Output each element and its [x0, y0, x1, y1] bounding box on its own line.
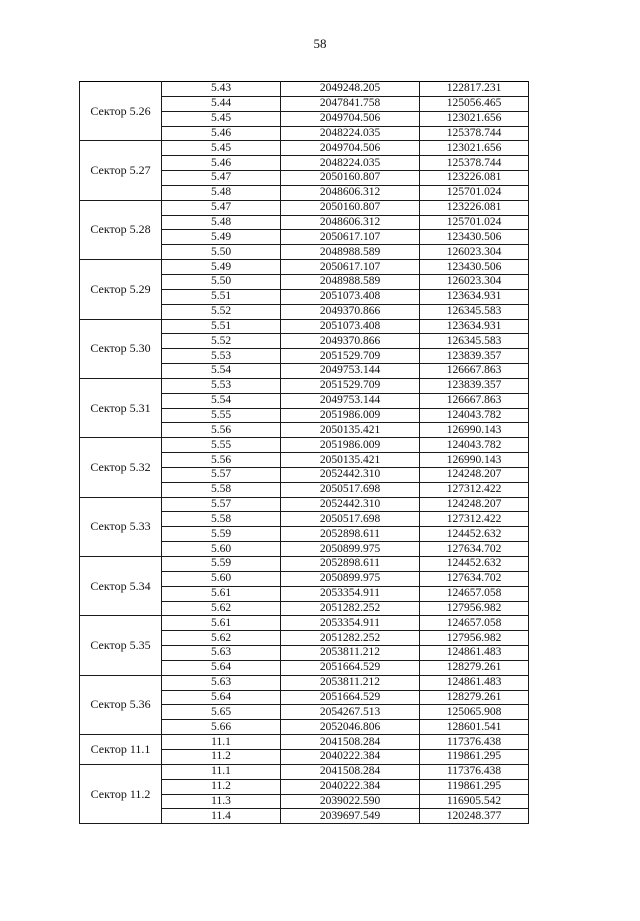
y-coordinate-cell: 127956.982	[420, 601, 529, 616]
y-coordinate-cell: 128279.261	[420, 660, 529, 675]
point-number-cell: 11.2	[162, 749, 281, 764]
x-coordinate-cell: 2047841.758	[281, 96, 420, 111]
y-coordinate-cell: 127634.702	[420, 571, 529, 586]
y-coordinate-cell: 124043.782	[420, 438, 529, 453]
point-number-cell: 5.56	[162, 453, 281, 468]
x-coordinate-cell: 2051073.408	[281, 289, 420, 304]
y-coordinate-cell: 126667.863	[420, 364, 529, 379]
y-coordinate-cell: 116905.542	[420, 794, 529, 809]
point-number-cell: 5.62	[162, 601, 281, 616]
point-number-cell: 5.51	[162, 289, 281, 304]
y-coordinate-cell: 120248.377	[420, 809, 529, 824]
point-number-cell: 5.58	[162, 512, 281, 527]
y-coordinate-cell: 117376.438	[420, 764, 529, 779]
sector-name-cell: Сектор 5.26	[80, 82, 162, 141]
y-coordinate-cell: 127956.982	[420, 631, 529, 646]
y-coordinate-cell: 126990.143	[420, 453, 529, 468]
x-coordinate-cell: 2048988.589	[281, 274, 420, 289]
point-number-cell: 11.2	[162, 779, 281, 794]
y-coordinate-cell: 124861.483	[420, 646, 529, 661]
point-number-cell: 5.48	[162, 185, 281, 200]
y-coordinate-cell: 126667.863	[420, 393, 529, 408]
x-coordinate-cell: 2049370.866	[281, 334, 420, 349]
y-coordinate-cell: 126023.304	[420, 274, 529, 289]
x-coordinate-cell: 2041508.284	[281, 764, 420, 779]
x-coordinate-cell: 2050617.107	[281, 260, 420, 275]
point-number-cell: 5.59	[162, 557, 281, 572]
y-coordinate-cell: 125701.024	[420, 185, 529, 200]
sector-name-cell: Сектор 5.29	[80, 260, 162, 319]
x-coordinate-cell: 2053811.212	[281, 675, 420, 690]
sector-name-cell: Сектор 5.36	[80, 675, 162, 734]
y-coordinate-cell: 125378.744	[420, 126, 529, 141]
table-row	[80, 438, 529, 453]
point-number-cell: 5.44	[162, 96, 281, 111]
table-row	[80, 557, 529, 572]
y-coordinate-cell: 123430.506	[420, 260, 529, 275]
coordinates-table-body	[80, 82, 529, 824]
sector-name-cell: Сектор 11.1	[80, 735, 162, 765]
x-coordinate-cell: 2049753.144	[281, 364, 420, 379]
point-number-cell: 11.4	[162, 809, 281, 824]
point-number-cell: 11.1	[162, 735, 281, 750]
y-coordinate-cell: 123430.506	[420, 230, 529, 245]
point-number-cell: 5.65	[162, 705, 281, 720]
coordinates-table	[79, 81, 529, 824]
x-coordinate-cell: 2051529.709	[281, 378, 420, 393]
y-coordinate-cell: 126345.583	[420, 304, 529, 319]
point-number-cell: 11.1	[162, 764, 281, 779]
y-coordinate-cell: 124043.782	[420, 408, 529, 423]
x-coordinate-cell: 2053354.911	[281, 616, 420, 631]
y-coordinate-cell: 123839.357	[420, 349, 529, 364]
point-number-cell: 5.60	[162, 542, 281, 557]
point-number-cell: 5.61	[162, 616, 281, 631]
y-coordinate-cell: 122817.231	[420, 82, 529, 97]
table-row	[80, 319, 529, 334]
y-coordinate-cell: 128279.261	[420, 690, 529, 705]
point-number-cell: 5.54	[162, 364, 281, 379]
sector-name-cell: Сектор 5.27	[80, 141, 162, 200]
x-coordinate-cell: 2048224.035	[281, 126, 420, 141]
y-coordinate-cell: 124452.632	[420, 527, 529, 542]
y-coordinate-cell: 123021.656	[420, 141, 529, 156]
y-coordinate-cell: 117376.438	[420, 735, 529, 750]
sector-name-cell: Сектор 5.34	[80, 557, 162, 616]
point-number-cell: 5.58	[162, 482, 281, 497]
x-coordinate-cell: 2049704.506	[281, 111, 420, 126]
point-number-cell: 5.47	[162, 200, 281, 215]
x-coordinate-cell: 2040222.384	[281, 749, 420, 764]
point-number-cell: 5.45	[162, 141, 281, 156]
y-coordinate-cell: 119861.295	[420, 749, 529, 764]
x-coordinate-cell: 2051282.252	[281, 601, 420, 616]
x-coordinate-cell: 2048988.589	[281, 245, 420, 260]
point-number-cell: 5.46	[162, 126, 281, 141]
x-coordinate-cell: 2039022.590	[281, 794, 420, 809]
x-coordinate-cell: 2049370.866	[281, 304, 420, 319]
y-coordinate-cell: 125056.465	[420, 96, 529, 111]
sector-name-cell: Сектор 11.2	[80, 764, 162, 823]
x-coordinate-cell: 2050160.807	[281, 200, 420, 215]
x-coordinate-cell: 2049704.506	[281, 141, 420, 156]
x-coordinate-cell: 2039697.549	[281, 809, 420, 824]
y-coordinate-cell: 123226.081	[420, 171, 529, 186]
x-coordinate-cell: 2048606.312	[281, 185, 420, 200]
x-coordinate-cell: 2050135.421	[281, 453, 420, 468]
point-number-cell: 5.61	[162, 586, 281, 601]
point-number-cell: 5.49	[162, 230, 281, 245]
table-row	[80, 616, 529, 631]
table-row	[80, 260, 529, 275]
x-coordinate-cell: 2050899.975	[281, 542, 420, 557]
x-coordinate-cell: 2053811.212	[281, 646, 420, 661]
point-number-cell: 5.52	[162, 334, 281, 349]
y-coordinate-cell: 123226.081	[420, 200, 529, 215]
point-number-cell: 5.56	[162, 423, 281, 438]
y-coordinate-cell: 124452.632	[420, 557, 529, 572]
point-number-cell: 5.63	[162, 675, 281, 690]
x-coordinate-cell: 2052898.611	[281, 557, 420, 572]
x-coordinate-cell: 2051664.529	[281, 690, 420, 705]
y-coordinate-cell: 123021.656	[420, 111, 529, 126]
point-number-cell: 5.55	[162, 408, 281, 423]
sector-name-cell: Сектор 5.35	[80, 616, 162, 675]
y-coordinate-cell: 124248.207	[420, 497, 529, 512]
sector-name-cell: Сектор 5.30	[80, 319, 162, 378]
sector-name-cell: Сектор 5.33	[80, 497, 162, 556]
point-number-cell: 5.51	[162, 319, 281, 334]
x-coordinate-cell: 2054267.513	[281, 705, 420, 720]
table-row	[80, 141, 529, 156]
x-coordinate-cell: 2050517.698	[281, 512, 420, 527]
table-row	[80, 82, 529, 97]
point-number-cell: 5.62	[162, 631, 281, 646]
point-number-cell: 5.47	[162, 171, 281, 186]
x-coordinate-cell: 2049753.144	[281, 393, 420, 408]
x-coordinate-cell: 2051986.009	[281, 438, 420, 453]
x-coordinate-cell: 2050135.421	[281, 423, 420, 438]
y-coordinate-cell: 126990.143	[420, 423, 529, 438]
y-coordinate-cell: 128601.541	[420, 720, 529, 735]
point-number-cell: 5.63	[162, 646, 281, 661]
table-row	[80, 378, 529, 393]
x-coordinate-cell: 2041508.284	[281, 735, 420, 750]
x-coordinate-cell: 2048224.035	[281, 156, 420, 171]
y-coordinate-cell: 126345.583	[420, 334, 529, 349]
point-number-cell: 5.43	[162, 82, 281, 97]
x-coordinate-cell: 2053354.911	[281, 586, 420, 601]
y-coordinate-cell: 123634.931	[420, 289, 529, 304]
point-number-cell: 5.53	[162, 349, 281, 364]
x-coordinate-cell: 2052442.310	[281, 467, 420, 482]
x-coordinate-cell: 2051529.709	[281, 349, 420, 364]
y-coordinate-cell: 119861.295	[420, 779, 529, 794]
point-number-cell: 5.66	[162, 720, 281, 735]
point-number-cell: 5.46	[162, 156, 281, 171]
y-coordinate-cell: 123634.931	[420, 319, 529, 334]
point-number-cell: 5.54	[162, 393, 281, 408]
point-number-cell: 5.49	[162, 260, 281, 275]
y-coordinate-cell: 124861.483	[420, 675, 529, 690]
sector-name-cell: Сектор 5.31	[80, 378, 162, 437]
y-coordinate-cell: 125378.744	[420, 156, 529, 171]
x-coordinate-cell: 2052898.611	[281, 527, 420, 542]
table-row	[80, 675, 529, 690]
point-number-cell: 5.50	[162, 245, 281, 260]
y-coordinate-cell: 124657.058	[420, 586, 529, 601]
sector-name-cell: Сектор 5.32	[80, 438, 162, 497]
y-coordinate-cell: 127634.702	[420, 542, 529, 557]
point-number-cell: 5.64	[162, 660, 281, 675]
y-coordinate-cell: 124657.058	[420, 616, 529, 631]
y-coordinate-cell: 125701.024	[420, 215, 529, 230]
y-coordinate-cell: 125065.908	[420, 705, 529, 720]
x-coordinate-cell: 2051073.408	[281, 319, 420, 334]
y-coordinate-cell: 127312.422	[420, 512, 529, 527]
x-coordinate-cell: 2050617.107	[281, 230, 420, 245]
point-number-cell: 5.59	[162, 527, 281, 542]
y-coordinate-cell: 126023.304	[420, 245, 529, 260]
point-number-cell: 5.52	[162, 304, 281, 319]
point-number-cell: 5.60	[162, 571, 281, 586]
x-coordinate-cell: 2050899.975	[281, 571, 420, 586]
y-coordinate-cell: 127312.422	[420, 482, 529, 497]
x-coordinate-cell: 2048606.312	[281, 215, 420, 230]
point-number-cell: 5.53	[162, 378, 281, 393]
table-row	[80, 764, 529, 779]
point-number-cell: 11.3	[162, 794, 281, 809]
point-number-cell: 5.48	[162, 215, 281, 230]
point-number-cell: 5.64	[162, 690, 281, 705]
y-coordinate-cell: 124248.207	[420, 467, 529, 482]
table-row	[80, 200, 529, 215]
x-coordinate-cell: 2051664.529	[281, 660, 420, 675]
x-coordinate-cell: 2052442.310	[281, 497, 420, 512]
x-coordinate-cell: 2050160.807	[281, 171, 420, 186]
x-coordinate-cell: 2050517.698	[281, 482, 420, 497]
point-number-cell: 5.55	[162, 438, 281, 453]
y-coordinate-cell: 123839.357	[420, 378, 529, 393]
point-number-cell: 5.57	[162, 467, 281, 482]
x-coordinate-cell: 2040222.384	[281, 779, 420, 794]
x-coordinate-cell: 2049248.205	[281, 82, 420, 97]
x-coordinate-cell: 2051986.009	[281, 408, 420, 423]
point-number-cell: 5.45	[162, 111, 281, 126]
page-number: 58	[313, 36, 327, 51]
point-number-cell: 5.50	[162, 274, 281, 289]
x-coordinate-cell: 2051282.252	[281, 631, 420, 646]
x-coordinate-cell: 2052046.806	[281, 720, 420, 735]
sector-name-cell: Сектор 5.28	[80, 200, 162, 259]
table-row	[80, 735, 529, 750]
point-number-cell: 5.57	[162, 497, 281, 512]
table-row	[80, 497, 529, 512]
